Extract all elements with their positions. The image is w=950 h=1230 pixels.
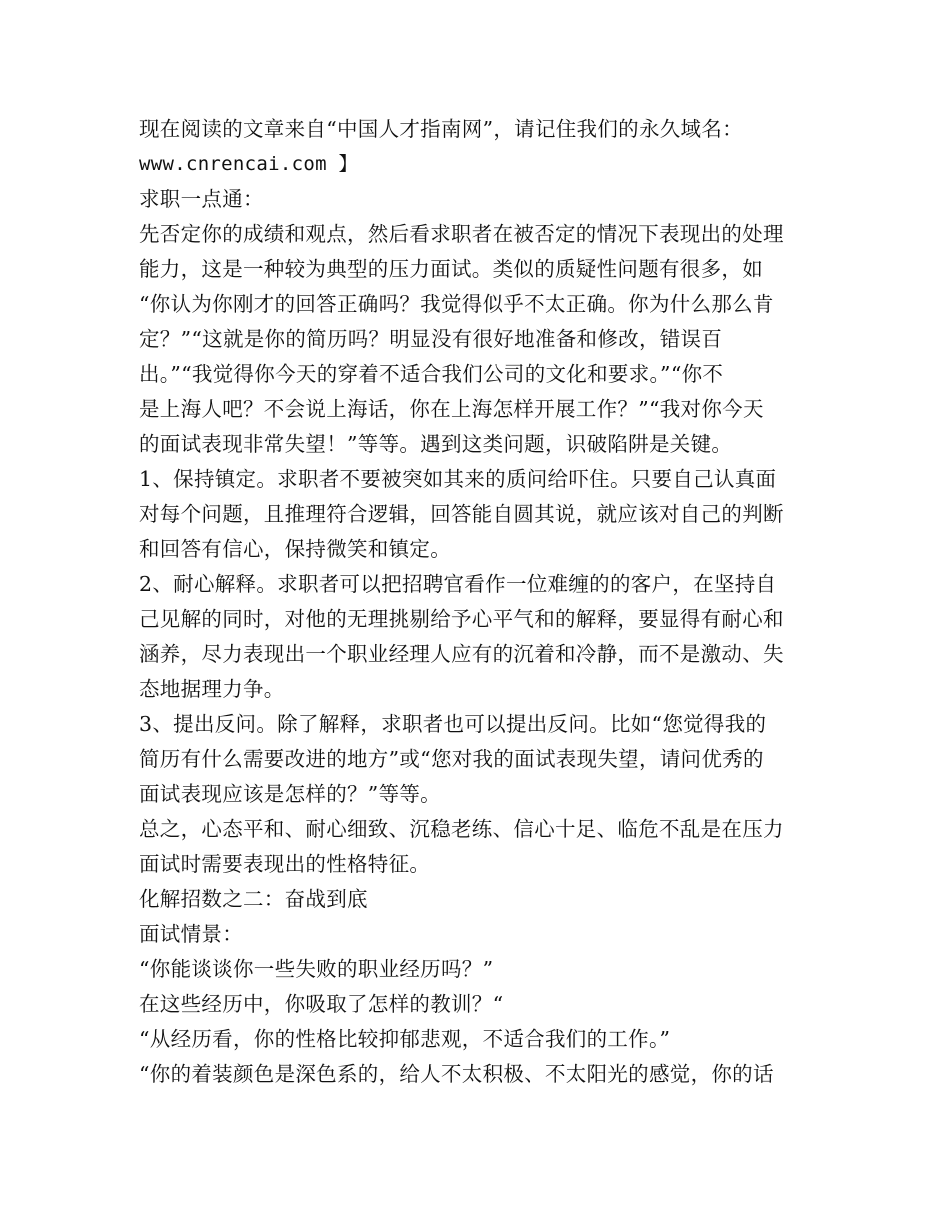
scenario-label: 面试情景： — [139, 922, 243, 946]
section-heading-job-tip: 求职一点通： — [139, 187, 264, 211]
list-item-3-line: 面试表现应该是怎样的？”等等。 — [139, 782, 441, 806]
quote-line: “你的着装颜色是深色系的，给人不太积极、不太阳光的感觉，你的话 — [139, 1062, 774, 1086]
paragraph-line: 能力，这是一种较为典型的压力面试。类似的质疑性问题有很多，如 — [139, 257, 763, 281]
list-item-1-line: 和回答有信心，保持微笑和镇定。 — [139, 537, 451, 561]
intro-line: 现在阅读的文章来自“中国人才指南网”，请记住我们的永久域名： — [139, 117, 743, 141]
domain-url-line: www.cnrencai.com 】 — [139, 153, 358, 175]
paragraph-line: 的面试表现非常失望！”等等。遇到这类问题，识破陷阱是关键。 — [139, 432, 733, 456]
list-item-2-line: 2、耐心解释。求职者可以把招聘官看作一位难缠的的客户，在坚持自 — [139, 572, 777, 596]
summary-line: 总之，心态平和、耐心细致、沉稳老练、信心十足、临危不乱是在压力 — [139, 817, 784, 841]
document-body — [139, 112, 815, 1092]
section-heading-tactic-2: 化解招数之二：奋战到底 — [139, 887, 368, 911]
list-item-3-line: 3、提出反问。除了解释，求职者也可以提出反问。比如“您觉得我的 — [139, 712, 767, 736]
list-item-1-line: 1、保持镇定。求职者不要被突如其来的质问给吓住。只要自己认真面 — [139, 467, 777, 491]
list-item-1-line: 对每个问题，且推理符合逻辑，回答能自圆其说，就应该对自己的判断 — [139, 502, 784, 526]
paragraph-line: 先否定你的成绩和观点，然后看求职者在被否定的情况下表现出的处理 — [139, 222, 784, 246]
quote-line: “你能谈谈你一些失败的职业经历吗？” — [139, 957, 494, 981]
list-item-2-line: 涵养，尽力表现出一个职业经理人应有的沉着和冷静，而不是激动、失 — [139, 642, 784, 666]
paragraph-line: 是上海人吧？不会说上海话，你在上海怎样开展工作？”“我对你今天 — [139, 397, 764, 421]
list-item-2-line: 态地据理力争。 — [139, 677, 285, 701]
summary-line: 面试时需要表现出的性格特征。 — [139, 852, 431, 876]
quote-line: “从经历看，你的性格比较抑郁悲观，不适合我们的工作。” — [139, 1027, 671, 1051]
paragraph-line: 出。”“我觉得你今天的穿着不适合我们公司的文化和要求。”“你不 — [139, 362, 724, 386]
quote-line: 在这些经历中，你吸取了怎样的教训？“ — [139, 992, 504, 1016]
list-item-2-line: 己见解的同时，对他的无理挑剔给予心平气和的解释，要显得有耐心和 — [139, 607, 784, 631]
paragraph-line: 定？”“这就是你的简历吗？明显没有很好地准备和修改，错误百 — [139, 327, 723, 351]
list-item-3-line: 简历有什么需要改进的地方”或“您对我的面试表现失望，请问优秀的 — [139, 747, 764, 771]
paragraph-line: “你认为你刚才的回答正确吗？我觉得似乎不太正确。你为什么那么肯 — [139, 292, 774, 316]
